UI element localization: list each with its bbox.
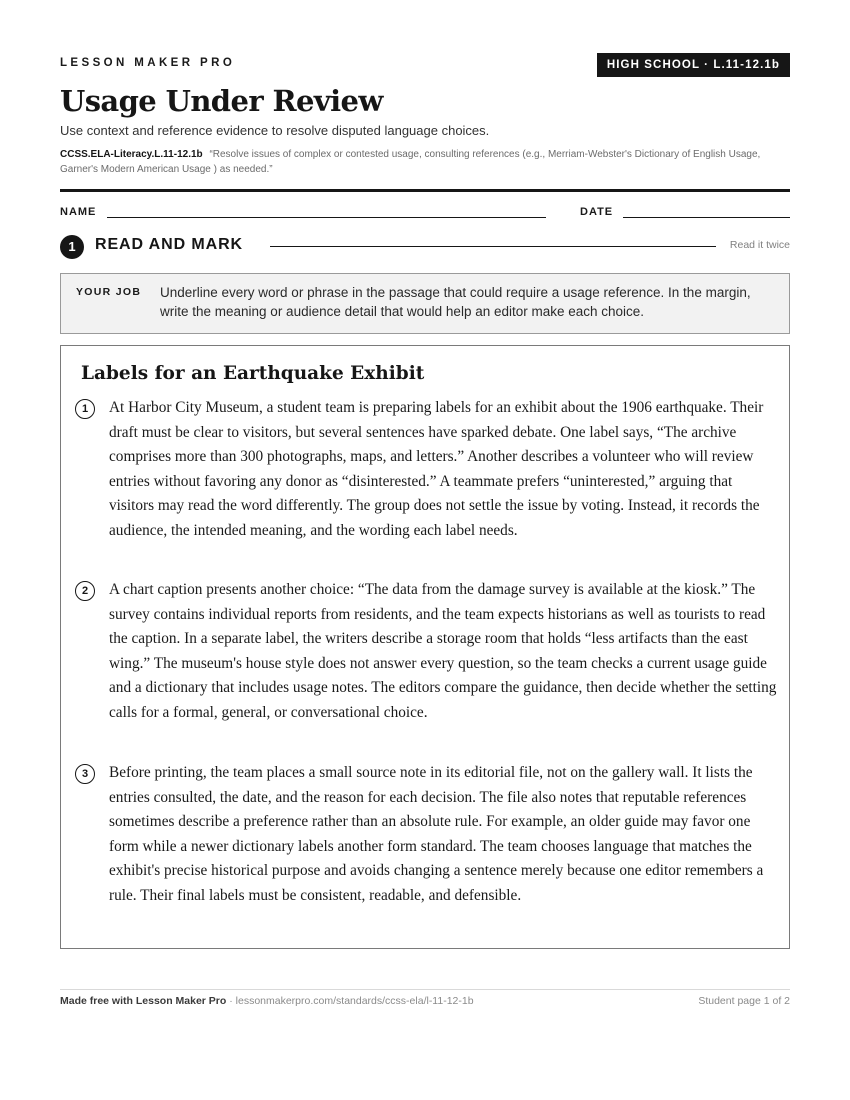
standard-code: CCSS.ELA-Literacy.L.11-12.1b	[60, 149, 203, 160]
standard-statement	[60, 147, 800, 177]
grade-level-badge: HIGH SCHOOL · L.11-12.1b	[597, 53, 790, 77]
brand-name: LESSON MAKER PRO	[60, 57, 236, 69]
passage-title: Labels for an Earthquake Exhibit	[81, 363, 425, 384]
section-note: Read it twice	[729, 239, 790, 251]
footer-page-number: Student page 1 of 2	[698, 995, 790, 1007]
paragraph-number-3: 3	[75, 764, 95, 784]
paragraph-number-2: 2	[75, 581, 95, 601]
section-number-badge: 1	[60, 235, 84, 259]
footer-url[interactable]: lessonmakerpro.com/standards/ccss-ela/l-11-12-1b	[235, 995, 474, 1007]
passage-paragraph-2: A chart caption presents another choice: “The data from the damage survey is available at the kiosk.” The survey contains individual reports from residents, and the team expects historians as well as tourists to read the caption. In a separate label, the writers describe a storage room that holds “less artifacts than the east wing.” The museum's house style does not answer every question, so the team checks a current usage guide and a dictionary that includes usage notes. The editors compare the guidance, then decide whether the setting calls for a formal, general, or conversational choice.	[109, 581, 777, 721]
name-write-line[interactable]	[107, 217, 546, 218]
your-job-label: YOUR JOB	[76, 286, 142, 298]
date-label: DATE	[580, 206, 614, 218]
section-title: READ AND MARK	[95, 236, 243, 253]
header-divider	[60, 189, 790, 192]
footer-divider	[60, 989, 790, 990]
standard-text: “Resolve issues of complex or contested usage, consulting references (e.g., Merriam-Webster's Dictionary of English Usage, Garner's Modern American Usage ) as needed.”	[60, 149, 761, 175]
your-job-instructions: Underline every word or phrase in the passage that could require a usage reference. In the margin, write the meaning or audience detail that would help an editor make each choice.	[160, 285, 751, 319]
worksheet-subtitle: Use context and reference evidence to resolve disputed language choices.	[60, 123, 490, 138]
worksheet-title: Usage Under Review	[60, 84, 383, 118]
date-write-line[interactable]	[623, 217, 790, 218]
footer-made-with: Made free with Lesson Maker Pro	[60, 995, 227, 1007]
your-job-box	[60, 273, 790, 334]
passage-box	[60, 345, 790, 949]
footer-credit	[60, 995, 474, 1007]
passage-paragraph-1: At Harbor City Museum, a student team is preparing labels for an exhibit about the 1906 earthquake. Their draft must be clear to visitors, but several sentences have sparked debate. One label says, “The archive comprises more than 300 photographs, maps, and letters.” Another describes a volunteer who will review entries without favoring any donor as “disinterested.” A teammate prefers “uninterested,” arguing that visitors may read the word differently. The group does not settle the issue by voting. Instead, it records the audience, the intended meaning, and the wording each label needs.	[109, 399, 764, 539]
passage-paragraph-3: Before printing, the team places a small source note in its editorial file, not on the gallery wall. It lists the entries consulted, the date, and the reason for each decision. The file also notes that reputable references sometimes describe a preference rather than an absolute rule. For example, an older guide may favor one form while a newer dictionary labels another form standard. The team chooses language that matches the exhibit's precise historical purpose and avoids changing a sentence merely because one editor remembers a rule. Their final labels must be consistent, readable, and defensible.	[109, 764, 764, 904]
paragraph-number-1: 1	[75, 399, 95, 419]
name-label: NAME	[60, 206, 97, 218]
footer-separator: ·	[226, 995, 236, 1007]
section-divider	[270, 246, 716, 247]
